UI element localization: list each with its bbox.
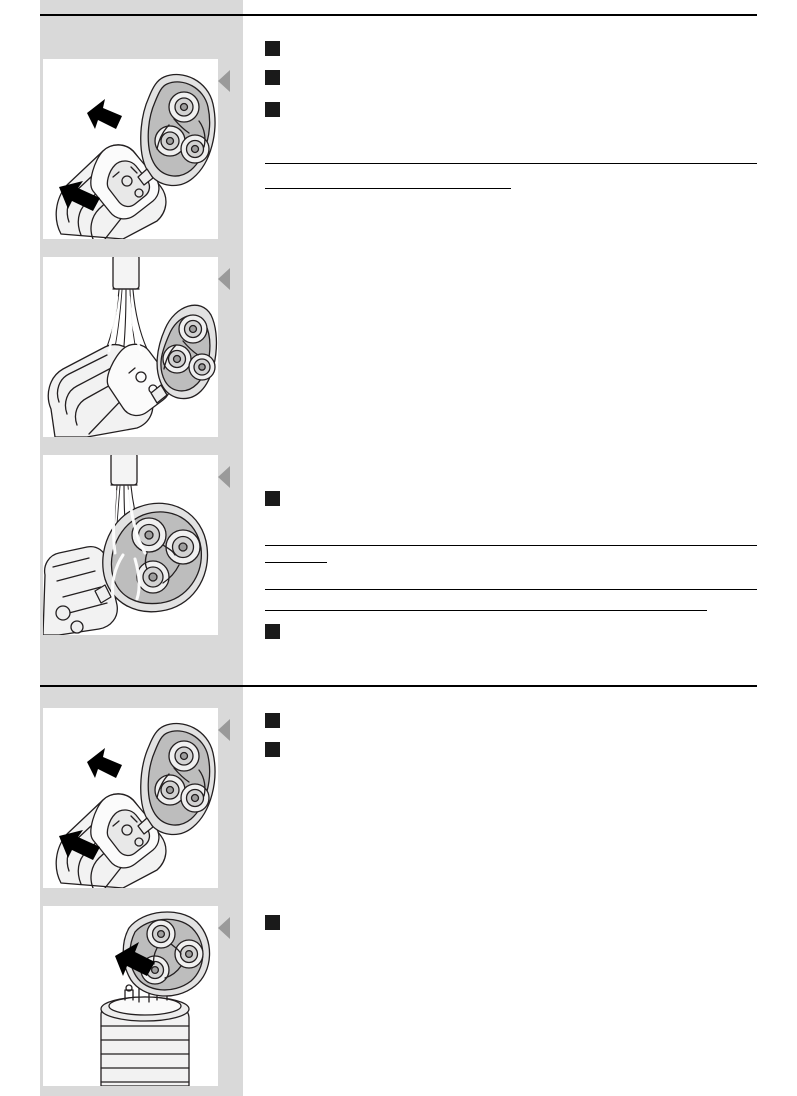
figure-pointer-1 [218,70,230,92]
bullet-3 [265,102,280,117]
figure-pointer-5 [218,917,230,939]
text-underline-1 [265,163,757,164]
figure-rinse-shaving-unit [43,257,218,437]
section-divider-rule [40,685,757,687]
bullet-1 [265,41,280,56]
figure-pointer-2 [218,268,230,290]
text-underline-2 [265,188,511,189]
text-underline-6 [265,610,707,611]
figure-pointer-3 [218,466,230,488]
bullet-8 [265,915,280,930]
text-underline-5 [265,589,757,590]
figure-open-shaving-unit-2 [43,708,218,888]
figure-open-shaving-unit [43,59,218,239]
figure-pointer-4 [218,719,230,741]
bullet-4 [265,491,280,506]
text-underline-4 [265,562,327,563]
figure-rinse-hair-chamber [43,455,218,635]
bullet-7 [265,742,280,757]
text-underline-3 [265,545,757,546]
bullet-2 [265,70,280,85]
bullet-5 [265,624,280,639]
bullet-6 [265,713,280,728]
top-rule [40,14,757,16]
figure-remove-shaving-unit [43,906,218,1086]
